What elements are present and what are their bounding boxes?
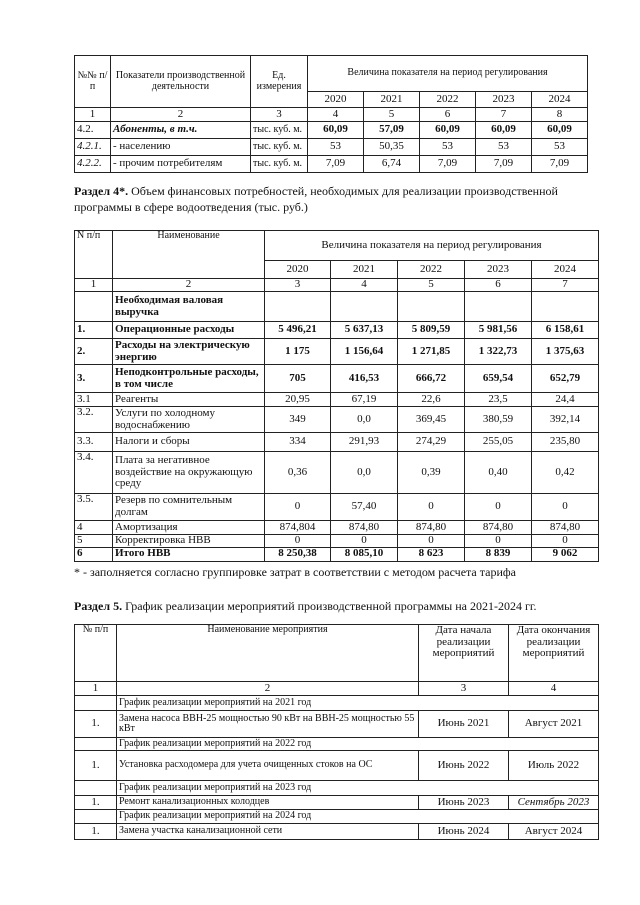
row-name: Резерв по сомнительным долгам bbox=[113, 494, 265, 521]
row-start: Июнь 2024 bbox=[419, 824, 509, 840]
row-value: 380,59 bbox=[465, 407, 532, 433]
header-start: Дата начала реализации мероприятий bbox=[419, 625, 509, 682]
row-value: 8 839 bbox=[465, 547, 532, 561]
section-5-text: График реализации мероприятий производственной программы на 2021-2024 гг. bbox=[122, 599, 537, 613]
row-value: 874,80 bbox=[331, 521, 398, 535]
row-value: 0,42 bbox=[532, 452, 599, 494]
row-name: Установка расходомера для учета очищенных стоков на ОС bbox=[117, 751, 419, 781]
row-name: Амортизация bbox=[113, 521, 265, 535]
row-num: 3.4. bbox=[75, 452, 113, 494]
header-name: Наименование bbox=[113, 231, 265, 279]
header-name: Наименование мероприятия bbox=[117, 625, 419, 682]
row-value: 8 085,10 bbox=[331, 547, 398, 561]
header-num: № п/п bbox=[75, 625, 117, 682]
row-value: 874,80 bbox=[532, 521, 599, 535]
row-name: Замена насоса ВВН-25 мощностью 90 кВт на ВВН-25 мощностью 55 кВт bbox=[117, 711, 419, 738]
year-cell: 2022 bbox=[420, 92, 476, 108]
table-row bbox=[75, 339, 599, 365]
schedule-table bbox=[74, 624, 599, 840]
row-num: 4.2. bbox=[75, 122, 111, 139]
col-number: 3 bbox=[419, 682, 509, 696]
row-value: 7,09 bbox=[476, 156, 532, 173]
group-title-row bbox=[75, 781, 599, 796]
header-unit: Ед. измерения bbox=[251, 56, 308, 108]
row-value: 20,95 bbox=[265, 393, 331, 407]
row-value: 0 bbox=[398, 494, 465, 521]
year-cell: 2020 bbox=[265, 261, 331, 279]
col-number: 4 bbox=[308, 108, 364, 122]
row-value: 0 bbox=[532, 535, 599, 548]
row-value: 67,19 bbox=[331, 393, 398, 407]
row-name: Замена участка канализационной сети bbox=[117, 824, 419, 840]
row-value: 659,54 bbox=[465, 365, 532, 393]
row-value: 1 271,85 bbox=[398, 339, 465, 365]
row-value: 874,804 bbox=[265, 521, 331, 535]
table-row bbox=[75, 393, 599, 407]
footnote: * - заполняется согласно группировке затрат в соответствии с методом расчета тарифа bbox=[74, 565, 516, 579]
year-cell: 2021 bbox=[331, 261, 398, 279]
row-name: Неподконтрольные расходы, в том числе bbox=[113, 365, 265, 393]
row-num: 1. bbox=[75, 711, 117, 738]
row-value: 5 809,59 bbox=[398, 322, 465, 339]
col-number: 7 bbox=[476, 108, 532, 122]
row-name: Расходы на электрическую энергию bbox=[113, 339, 265, 365]
row-num: 3.3. bbox=[75, 433, 113, 452]
table-row bbox=[75, 796, 599, 810]
row-value: 0 bbox=[532, 494, 599, 521]
table-row bbox=[75, 365, 599, 393]
table-row bbox=[75, 711, 599, 738]
row-end: Сентябрь 2023 bbox=[509, 796, 599, 810]
table-row bbox=[75, 535, 599, 548]
group-title-row bbox=[75, 696, 599, 711]
row-value: 1 322,73 bbox=[465, 339, 532, 365]
row-value: 6,74 bbox=[364, 156, 420, 173]
row-num: 3. bbox=[75, 365, 113, 393]
row-unit: тыс. куб. м. bbox=[251, 139, 308, 156]
table-row bbox=[75, 824, 599, 840]
table-row bbox=[75, 156, 588, 173]
group-title-row bbox=[75, 738, 599, 751]
col-number: 6 bbox=[420, 108, 476, 122]
row-value: 0,39 bbox=[398, 452, 465, 494]
row-value: 349 bbox=[265, 407, 331, 433]
table-row bbox=[75, 433, 599, 452]
col-number: 5 bbox=[398, 279, 465, 292]
table-row bbox=[75, 122, 588, 139]
row-name: - прочим потребителям bbox=[111, 156, 251, 173]
row-name: Налоги и сборы bbox=[113, 433, 265, 452]
year-cell: 2023 bbox=[476, 92, 532, 108]
row-value: 60,09 bbox=[420, 122, 476, 139]
row-value: 57,40 bbox=[331, 494, 398, 521]
col-number: 1 bbox=[75, 108, 111, 122]
table-row bbox=[75, 407, 599, 433]
col-number: 1 bbox=[75, 682, 117, 696]
row-num: 2. bbox=[75, 339, 113, 365]
table-row bbox=[75, 751, 599, 781]
row-unit: тыс. куб. м. bbox=[251, 156, 308, 173]
row-name: Абоненты, в т.ч. bbox=[111, 122, 251, 139]
col-number: 2 bbox=[111, 108, 251, 122]
row-end: Июль 2022 bbox=[509, 751, 599, 781]
section-5-title bbox=[74, 598, 594, 614]
row-value: 8 250,38 bbox=[265, 547, 331, 561]
row-end: Август 2021 bbox=[509, 711, 599, 738]
col-number: 1 bbox=[75, 279, 113, 292]
row-value: 874,80 bbox=[398, 521, 465, 535]
col-number: 3 bbox=[265, 279, 331, 292]
row-name: Операционные расходы bbox=[113, 322, 265, 339]
row-value: 24,4 bbox=[532, 393, 599, 407]
row-value: 0 bbox=[331, 535, 398, 548]
section-4-title bbox=[74, 183, 590, 215]
row-value: 53 bbox=[532, 139, 588, 156]
row-name: Ремонт канализационных колодцев bbox=[117, 796, 419, 810]
row-value: 666,72 bbox=[398, 365, 465, 393]
row-num: 4.2.2. bbox=[75, 156, 111, 173]
table-row bbox=[75, 494, 599, 521]
row-value: 0 bbox=[465, 535, 532, 548]
row-num: 4.2.1. bbox=[75, 139, 111, 156]
row-value: 23,5 bbox=[465, 393, 532, 407]
row-value: 705 bbox=[265, 365, 331, 393]
row-value: 0 bbox=[465, 494, 532, 521]
row-value: 0,0 bbox=[331, 407, 398, 433]
row-value: 7,09 bbox=[308, 156, 364, 173]
row-value: 0,36 bbox=[265, 452, 331, 494]
row-value: 22,6 bbox=[398, 393, 465, 407]
row-num: 3.2. bbox=[75, 407, 113, 433]
group-title: График реализации мероприятий на 2021 год bbox=[117, 696, 599, 711]
row-value: 50,35 bbox=[364, 139, 420, 156]
row-value: 60,09 bbox=[476, 122, 532, 139]
table-row bbox=[75, 322, 599, 339]
row-start: Июнь 2023 bbox=[419, 796, 509, 810]
section-4-text: Объем финансовых потребностей, необходимых для реализации производственной программы в сфере водоотведения (тыс. руб.) bbox=[74, 184, 558, 214]
row-start: Июнь 2021 bbox=[419, 711, 509, 738]
col-number: 5 bbox=[364, 108, 420, 122]
production-indicators-table bbox=[74, 55, 588, 173]
required-revenue-label: Необходимая валовая выручка bbox=[113, 292, 265, 322]
row-value: 1 175 bbox=[265, 339, 331, 365]
row-value: 53 bbox=[420, 139, 476, 156]
col-number: 2 bbox=[117, 682, 419, 696]
header-num: N п/п bbox=[75, 231, 113, 279]
row-value: 416,53 bbox=[331, 365, 398, 393]
row-name: Реагенты bbox=[113, 393, 265, 407]
row-name: Итого НВВ bbox=[113, 547, 265, 561]
section-4-label: Раздел 4*. bbox=[74, 184, 129, 198]
row-num: 3.1 bbox=[75, 393, 113, 407]
header-period: Величина показателя на период регулирования bbox=[265, 231, 599, 261]
row-value: 5 981,56 bbox=[465, 322, 532, 339]
group-title-row bbox=[75, 810, 599, 824]
row-value: 0 bbox=[265, 535, 331, 548]
row-name: Услуги по холодному водоснабжению bbox=[113, 407, 265, 433]
row-value: 60,09 bbox=[308, 122, 364, 139]
table-row bbox=[75, 521, 599, 535]
row-value: 9 062 bbox=[532, 547, 599, 561]
table-row bbox=[75, 139, 588, 156]
row-value: 0 bbox=[398, 535, 465, 548]
col-number: 8 bbox=[532, 108, 588, 122]
row-value: 291,93 bbox=[331, 433, 398, 452]
group-title: График реализации мероприятий на 2023 год bbox=[117, 781, 599, 796]
row-value: 334 bbox=[265, 433, 331, 452]
row-value: 8 623 bbox=[398, 547, 465, 561]
row-name: Корректировка НВВ bbox=[113, 535, 265, 548]
table-row bbox=[75, 452, 599, 494]
row-value: 5 496,21 bbox=[265, 322, 331, 339]
row-value: 53 bbox=[308, 139, 364, 156]
row-value: 57,09 bbox=[364, 122, 420, 139]
header-indicator: Показатели производственной деятельности bbox=[111, 56, 251, 108]
col-number: 3 bbox=[251, 108, 308, 122]
col-number: 7 bbox=[532, 279, 599, 292]
row-num: 1. bbox=[75, 322, 113, 339]
row-end: Август 2024 bbox=[509, 824, 599, 840]
row-value: 1 156,64 bbox=[331, 339, 398, 365]
row-value: 0,40 bbox=[465, 452, 532, 494]
year-cell: 2021 bbox=[364, 92, 420, 108]
table-row bbox=[75, 547, 599, 561]
row-num: 1. bbox=[75, 796, 117, 810]
row-num: 1. bbox=[75, 751, 117, 781]
col-number: 2 bbox=[113, 279, 265, 292]
row-value: 392,14 bbox=[532, 407, 599, 433]
financial-needs-table bbox=[74, 230, 599, 562]
row-value: 235,80 bbox=[532, 433, 599, 452]
row-value: 53 bbox=[476, 139, 532, 156]
header-end: Дата окончания реализации мероприятий bbox=[509, 625, 599, 682]
row-name: - населению bbox=[111, 139, 251, 156]
row-value: 0,0 bbox=[331, 452, 398, 494]
year-cell: 2023 bbox=[465, 261, 532, 279]
row-value: 60,09 bbox=[532, 122, 588, 139]
row-num: 3.5. bbox=[75, 494, 113, 521]
year-cell: 2024 bbox=[532, 261, 599, 279]
row-value: 5 637,13 bbox=[331, 322, 398, 339]
row-value: 7,09 bbox=[532, 156, 588, 173]
row-num: 1. bbox=[75, 824, 117, 840]
year-cell: 2024 bbox=[532, 92, 588, 108]
row-num: 4 bbox=[75, 521, 113, 535]
row-num: 5 bbox=[75, 535, 113, 548]
year-cell: 2020 bbox=[308, 92, 364, 108]
group-title: График реализации мероприятий на 2024 год bbox=[117, 810, 599, 824]
row-value: 369,45 bbox=[398, 407, 465, 433]
col-number: 4 bbox=[509, 682, 599, 696]
year-cell: 2022 bbox=[398, 261, 465, 279]
header-period: Величина показателя на период регулирования bbox=[308, 56, 588, 92]
row-value: 1 375,63 bbox=[532, 339, 599, 365]
section-5-label: Раздел 5. bbox=[74, 599, 123, 613]
row-unit: тыс. куб. м. bbox=[251, 122, 308, 139]
group-title: График реализации мероприятий на 2022 год bbox=[117, 738, 599, 751]
row-value: 274,29 bbox=[398, 433, 465, 452]
row-value: 0 bbox=[265, 494, 331, 521]
row-start: Июнь 2022 bbox=[419, 751, 509, 781]
row-value: 652,79 bbox=[532, 365, 599, 393]
col-number: 6 bbox=[465, 279, 532, 292]
row-value: 874,80 bbox=[465, 521, 532, 535]
col-number: 4 bbox=[331, 279, 398, 292]
row-value: 255,05 bbox=[465, 433, 532, 452]
row-value: 7,09 bbox=[420, 156, 476, 173]
header-num: №№ п/п bbox=[75, 56, 111, 108]
row-num: 6 bbox=[75, 547, 113, 561]
row-name: Плата за негативное воздействие на окружающую среду bbox=[113, 452, 265, 494]
row-value: 6 158,61 bbox=[532, 322, 599, 339]
